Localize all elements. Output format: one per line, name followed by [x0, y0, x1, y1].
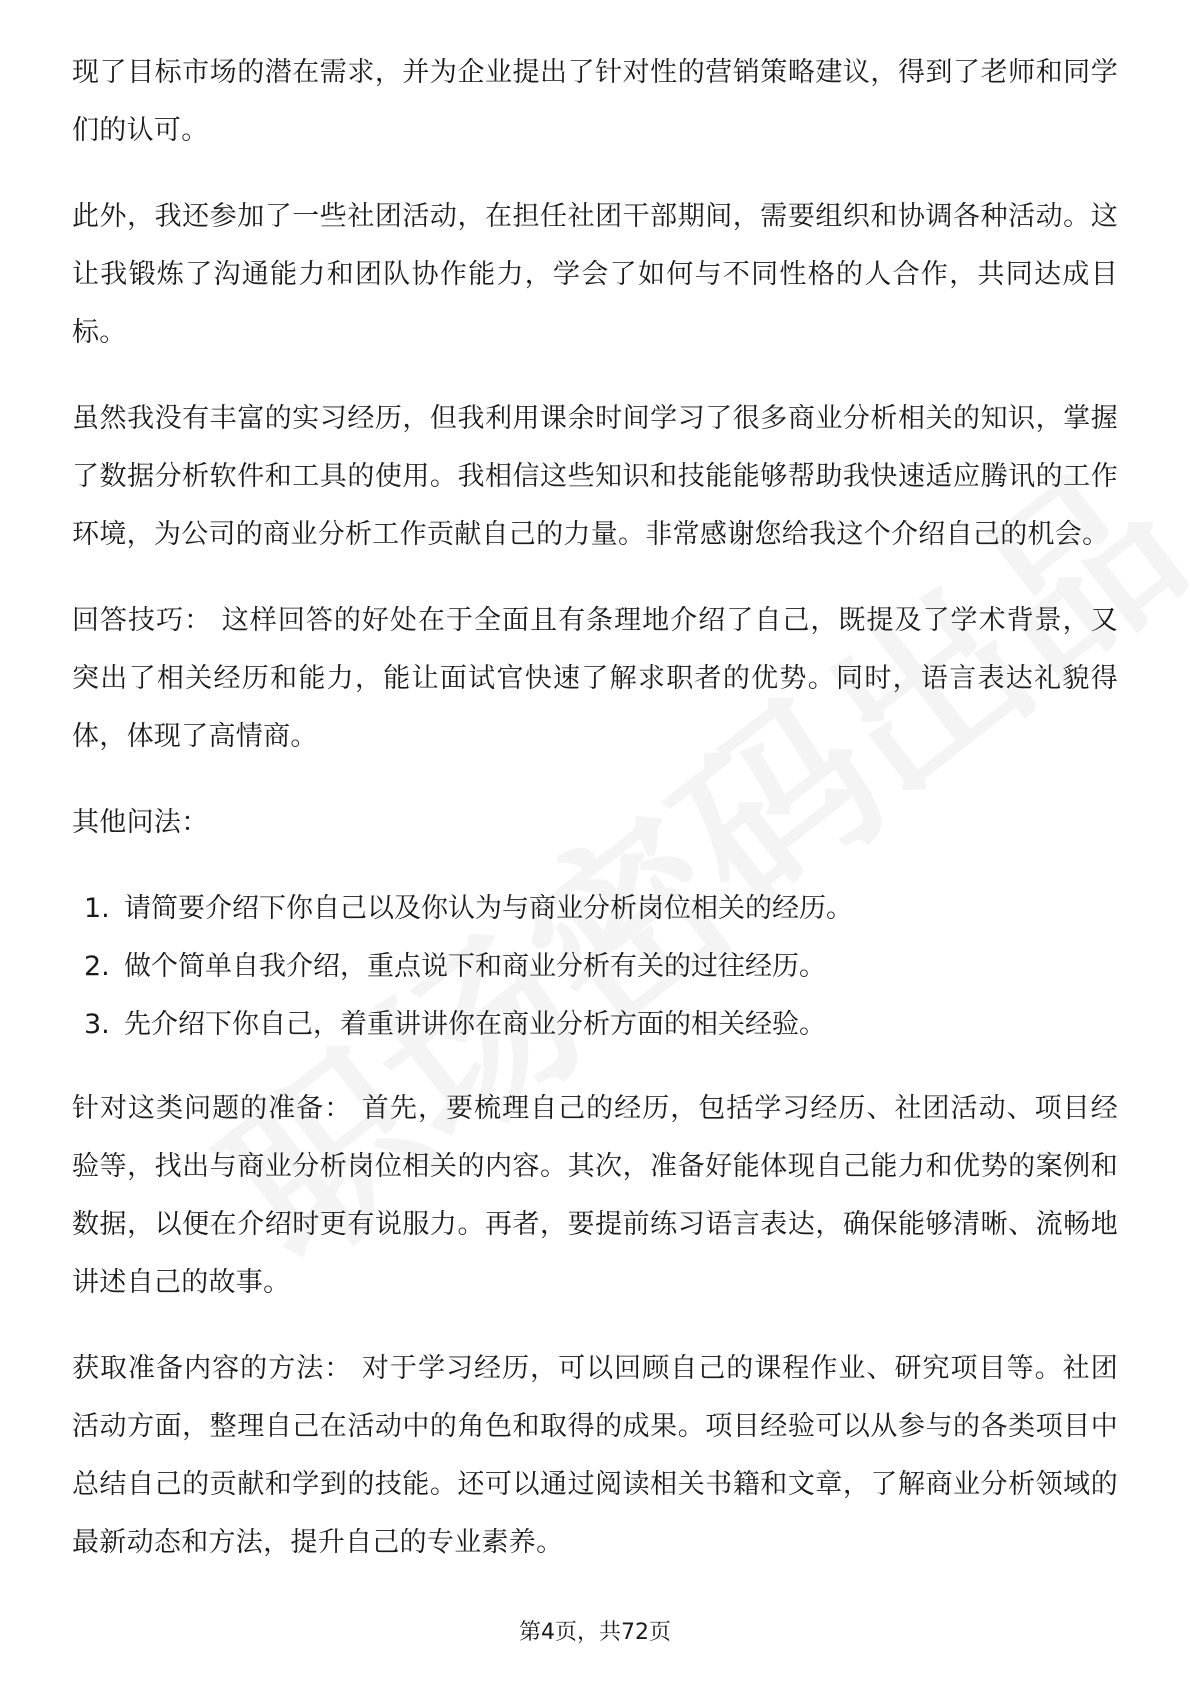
paragraph-preparation: 针对这类问题的准备： 首先，要梳理自己的经历，包括学习经历、社团活动、项目经验等，找出与商业分析岗位相关的内容。其次，准备好能体现自己能力和优势的案例和数据，以便在介绍时更有说服力。再者，要提前练习语言表达，确保能够清晰、流畅地讲述自己的故事。	[72, 1093, 1118, 1298]
list-item-number: 1.	[84, 893, 110, 924]
list-item-text: 请简要介绍下你自己以及你认为与商业分析岗位相关的经历。	[124, 893, 853, 924]
list-item	[72, 880, 1118, 938]
list-item	[72, 938, 1118, 996]
list-item-text: 做个简单自我介绍，重点说下和商业分析有关的过往经历。	[124, 951, 826, 982]
other-questions-list	[72, 880, 1118, 1054]
paragraph-market-research: 现了目标市场的潜在需求，并为企业提出了针对性的营销策略建议，得到了老师和同学们的认可。	[72, 57, 1118, 146]
list-item-text: 先介绍下你自己，着重讲讲你在商业分析方面的相关经验。	[124, 1009, 826, 1040]
document-body	[72, 44, 1118, 1600]
list-item-number: 3.	[84, 1009, 110, 1040]
paragraph-club-activities: 此外，我还参加了一些社团活动，在担任社团干部期间，需要组织和协调各种活动。这让我锻炼了沟通能力和团队协作能力，学会了如何与不同性格的人合作，共同达成目标。	[72, 201, 1118, 348]
paragraph-answer-tips: 回答技巧： 这样回答的好处在于全面且有条理地介绍了自己，既提及了学术背景，又突出了相关经历和能力，能让面试官快速了解求职者的优势。同时，语言表达礼貌得体，体现了高情商。	[72, 605, 1118, 752]
paragraph-self-study: 虽然我没有丰富的实习经历，但我利用课余时间学习了很多商业分析相关的知识，掌握了数据分析软件和工具的使用。我相信这些知识和技能能够帮助我快速适应腾讯的工作环境，为公司的商业分析工作贡献自己的力量。非常感谢您给我这个介绍自己的机会。	[72, 403, 1118, 550]
page-number-footer: 第4页，共72页	[519, 1620, 671, 1645]
paragraph-methods: 获取准备内容的方法： 对于学习经历，可以回顾自己的课程作业、研究项目等。社团活动方面，整理自己在活动中的角色和取得的成果。项目经验可以从参与的各类项目中总结自己的贡献和学到的技能。还可以通过阅读相关书籍和文章，了解商业分析领域的最新动态和方法，提升自己的专业素养。	[72, 1353, 1118, 1558]
list-item	[72, 996, 1118, 1054]
paragraph-other-questions-heading: 其他问法：	[72, 807, 209, 838]
list-item-number: 2.	[84, 951, 110, 982]
